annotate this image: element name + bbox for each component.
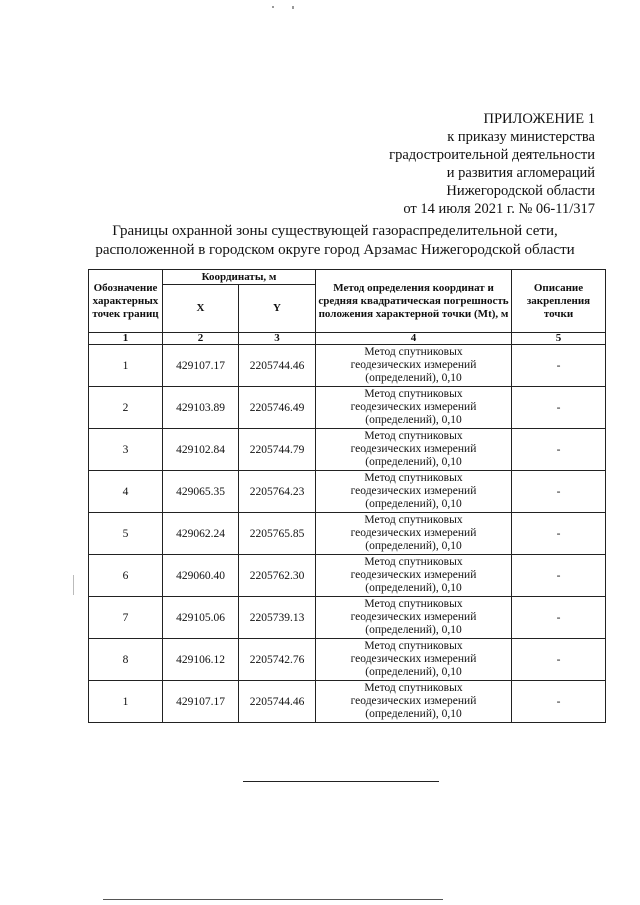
appendix-line: градостроительной деятельности [389,147,595,163]
method-cell [316,429,512,471]
point-cell: 1 [89,681,163,723]
method-text-line: геодезических измерений [350,569,477,581]
header-coordinates: Координаты, м [163,270,316,285]
table-row [89,555,606,597]
y-coordinate-cell: 2205765.85 [239,513,316,555]
table-row [89,345,606,387]
method-text-line: (определений), 0,10 [365,540,462,552]
scan-mark [272,6,274,8]
appendix-header [389,110,595,218]
method-cell [316,345,512,387]
point-cell: 2 [89,387,163,429]
y-coordinate-cell: 2205746.49 [239,387,316,429]
x-coordinate-cell: 429107.17 [163,681,239,723]
column-index: 1 [89,333,163,345]
table-row [89,597,606,639]
document-title-line: расположенной в городском округе город Арзамас Нижегородской области [95,242,575,258]
point-cell: 1 [89,345,163,387]
method-text-line: Метод спутниковых [364,598,463,610]
method-text-line: (определений), 0,10 [365,414,462,426]
method-text-line: геодезических измерений [350,401,477,413]
method-cell [316,387,512,429]
x-coordinate-cell: 429103.89 [163,387,239,429]
page-bottom-line [103,899,443,900]
column-index-row [89,333,606,345]
table-row [89,639,606,681]
header-method: Метод определения координат и средняя квадратическая погрешность положения характерной точки (Mt), м [316,270,512,333]
header-x: X [163,285,239,333]
appendix-line: и развития агломераций [446,165,595,181]
method-text-line: геодезических измерений [350,527,477,539]
method-text-line: геодезических измерений [350,359,477,371]
header-description: Описание закрепления точки [512,270,606,333]
method-text-line: Метод спутниковых [364,640,463,652]
description-cell: - [512,387,606,429]
description-cell: - [512,681,606,723]
method-text-line: Метод спутниковых [364,388,463,400]
method-text-line: геодезических измерений [350,695,477,707]
method-text-line: (определений), 0,10 [365,498,462,510]
column-index: 4 [316,333,512,345]
method-text-line: геодезических измерений [350,485,477,497]
method-cell [316,513,512,555]
method-text-line: (определений), 0,10 [365,666,462,678]
appendix-line: Нижегородской области [446,183,595,199]
x-coordinate-cell: 429106.12 [163,639,239,681]
y-coordinate-cell: 2205764.23 [239,471,316,513]
method-text-line: геодезических измерений [350,443,477,455]
table-row [89,429,606,471]
table-row [89,387,606,429]
table-row [89,513,606,555]
method-text-line: Метод спутниковых [364,682,463,694]
description-cell: - [512,639,606,681]
method-text-line: Метод спутниковых [364,430,463,442]
method-text-line: Метод спутниковых [364,346,463,358]
x-coordinate-cell: 429060.40 [163,555,239,597]
description-cell: - [512,345,606,387]
method-text-line: Метод спутниковых [364,556,463,568]
appendix-line: к приказу министерства [447,129,595,145]
table-row [89,681,606,723]
method-text-line: геодезических измерений [350,611,477,623]
table-row [89,471,606,513]
y-coordinate-cell: 2205742.76 [239,639,316,681]
scan-mark [73,575,74,595]
method-text-line: Метод спутниковых [364,514,463,526]
point-cell: 6 [89,555,163,597]
column-index: 3 [239,333,316,345]
method-cell [316,555,512,597]
y-coordinate-cell: 2205744.79 [239,429,316,471]
scan-mark [292,6,294,9]
header-y: Y [239,285,316,333]
header-point: Обозначение характерных точек границ [89,270,163,333]
description-cell: - [512,429,606,471]
coordinates-table [88,269,606,723]
x-coordinate-cell: 429105.06 [163,597,239,639]
method-cell [316,639,512,681]
method-cell [316,471,512,513]
appendix-title: ПРИЛОЖЕНИЕ 1 [483,111,595,127]
method-text-line: (определений), 0,10 [365,582,462,594]
column-index: 5 [512,333,606,345]
point-cell: 7 [89,597,163,639]
point-cell: 4 [89,471,163,513]
method-cell [316,681,512,723]
column-index: 2 [163,333,239,345]
method-text-line: (определений), 0,10 [365,456,462,468]
point-cell: 5 [89,513,163,555]
y-coordinate-cell: 2205739.13 [239,597,316,639]
description-cell: - [512,513,606,555]
point-cell: 3 [89,429,163,471]
description-cell: - [512,597,606,639]
y-coordinate-cell: 2205744.46 [239,345,316,387]
method-text-line: Метод спутниковых [364,472,463,484]
description-cell: - [512,555,606,597]
x-coordinate-cell: 429062.24 [163,513,239,555]
x-coordinate-cell: 429102.84 [163,429,239,471]
x-coordinate-cell: 429107.17 [163,345,239,387]
appendix-order-date: от 14 июля 2021 г. № 06-11/317 [403,201,595,217]
description-cell: - [512,471,606,513]
point-cell: 8 [89,639,163,681]
x-coordinate-cell: 429065.35 [163,471,239,513]
method-cell [316,597,512,639]
document-title [60,222,610,260]
document-title-line: Границы охранной зоны существующей газораспределительной сети, [112,223,558,239]
method-text-line: (определений), 0,10 [365,624,462,636]
method-text-line: геодезических измерений [350,653,477,665]
y-coordinate-cell: 2205744.46 [239,681,316,723]
method-text-line: (определений), 0,10 [365,372,462,384]
method-text-line: (определений), 0,10 [365,708,462,720]
signature-line [243,781,439,782]
y-coordinate-cell: 2205762.30 [239,555,316,597]
